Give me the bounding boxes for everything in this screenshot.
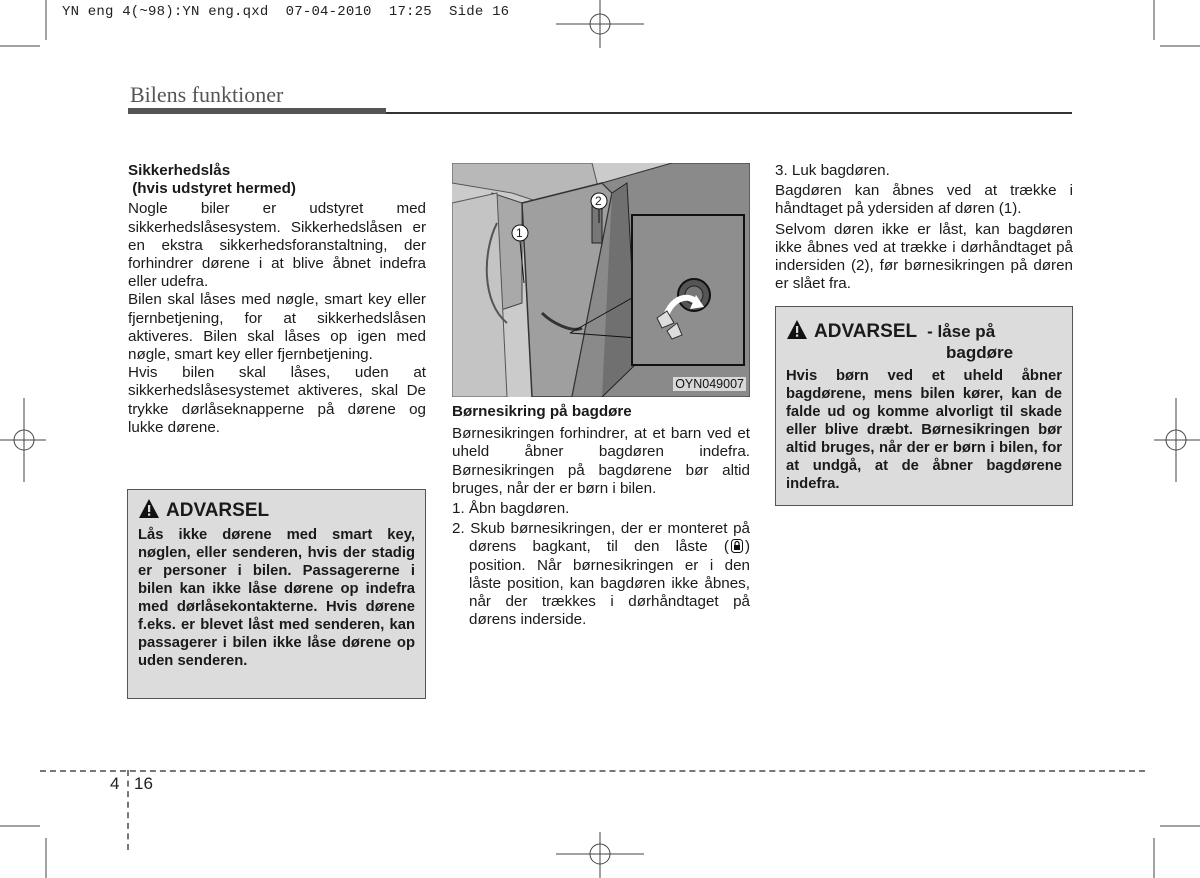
paragraph: Bagdøren kan åbnes ved at trække i håndtaget på ydersiden af døren (1). bbox=[775, 182, 1073, 218]
warning-box-rear-door-lock bbox=[775, 306, 1073, 506]
footer-divider bbox=[127, 770, 129, 850]
page-number: 16 bbox=[134, 774, 153, 793]
header-rule-accent bbox=[128, 108, 386, 114]
warning-text: Lås ikke dørene med smart key, nøglen, eller senderen, hvis der stadig er personer i bilen. Passagererne i bilen kan ikke låse dørene op indefra med dørlåsekontakterne. Hvis dørene f.eks. er blevet låst med senderen, kan passagerer i bilen ikke låse dørene op uden senderen. bbox=[138, 527, 415, 669]
column-left bbox=[128, 162, 426, 437]
paragraph: Nogle biler er udstyret med sikkerhedslåsesystem. Sikkerhedslåsen er en ekstra sikkerhedsforanstaltning, der forhindrer dørene i at blive åbnet indefra eller udefra. bbox=[128, 200, 426, 291]
section-title: Bilens funktioner bbox=[130, 82, 284, 107]
warning-title-text: ADVARSEL bbox=[814, 321, 918, 342]
footer-rule bbox=[40, 770, 1145, 772]
warning-triangle-icon bbox=[786, 319, 808, 341]
door-illustration bbox=[452, 163, 750, 397]
print-header: YN eng 4(~98):YN eng.qxd 07-04-2010 17:25 Side 16 bbox=[62, 4, 510, 20]
warning-text: Hvis børn ved et uheld åbner bagdørene, mens bilen kører, kan de falde ud og komme alvorligt til skade eller blive dræbt. Børnesikringen bør altid bruges, når der er børn i bilen, for at undgå, at de åbner bagdørene indefra. bbox=[786, 368, 1062, 492]
callout-2: 2 bbox=[595, 194, 602, 208]
heading-child-lock: Børnesikring på bagdøre bbox=[452, 403, 632, 420]
warning-title-suffix: - låse på bbox=[927, 322, 996, 341]
step-1: 1. Åbn bagdøren. bbox=[452, 500, 570, 518]
warning-title-suffix-2: bagdøre bbox=[946, 343, 1014, 362]
warning-triangle-icon bbox=[138, 498, 160, 520]
column-right bbox=[775, 162, 1073, 293]
warning-title bbox=[138, 500, 415, 522]
step-2-text-a: 2. Skub børnesikringen, der er monteret på dørens bagkant, til den låste ( bbox=[452, 520, 750, 556]
heading-security-lock: Sikkerhedslås bbox=[128, 162, 231, 179]
callout-1: 1 bbox=[516, 226, 523, 240]
warning-title-text: ADVARSEL bbox=[166, 500, 270, 521]
paragraph: Selvom døren ikke er låst, kan bagdøren ikke åbnes ved at trække i dørhåndtaget på indersiden (2), før børnesikringen på døren er slået fra. bbox=[775, 220, 1073, 293]
step-2 bbox=[452, 520, 750, 629]
heading-security-lock-sub: (hvis udstyret hermed) bbox=[128, 180, 296, 198]
figure-code: OYN049007 bbox=[675, 377, 744, 391]
paragraph: Hvis bilen skal låses, uden at sikkerhedslåsesystemet aktiveres, skal De trykke dørlåseknapperne på dørene og lukke dørene. bbox=[128, 364, 426, 436]
padlock-icon bbox=[731, 539, 743, 553]
step-2-text-b: ) position. Når børnesikringen er i den låste position, kan bagdøren ikke åbnes, når der trækkes i dørhåndtaget på dørens inderside. bbox=[469, 538, 750, 629]
paragraph: Børnesikringen forhindrer, at et barn ved et uheld åbner bagdøren indefra. Børnesikringen på bagdørene bør altid bruges, når der er børn i bilen. bbox=[452, 425, 750, 497]
column-middle bbox=[452, 403, 750, 629]
warning-title bbox=[786, 321, 1062, 343]
chapter-number: 4 bbox=[110, 774, 120, 793]
warning-box-smart-key bbox=[127, 489, 426, 699]
step-3: 3. Luk bagdøren. bbox=[775, 162, 890, 179]
paragraph: Bilen skal låses med nøgle, smart key eller fjernbetjening, for at sikkerhedslåsen aktiveres. Bilen skal låses op igen med nøgle, smart key eller fjernbetjening. bbox=[128, 291, 426, 364]
